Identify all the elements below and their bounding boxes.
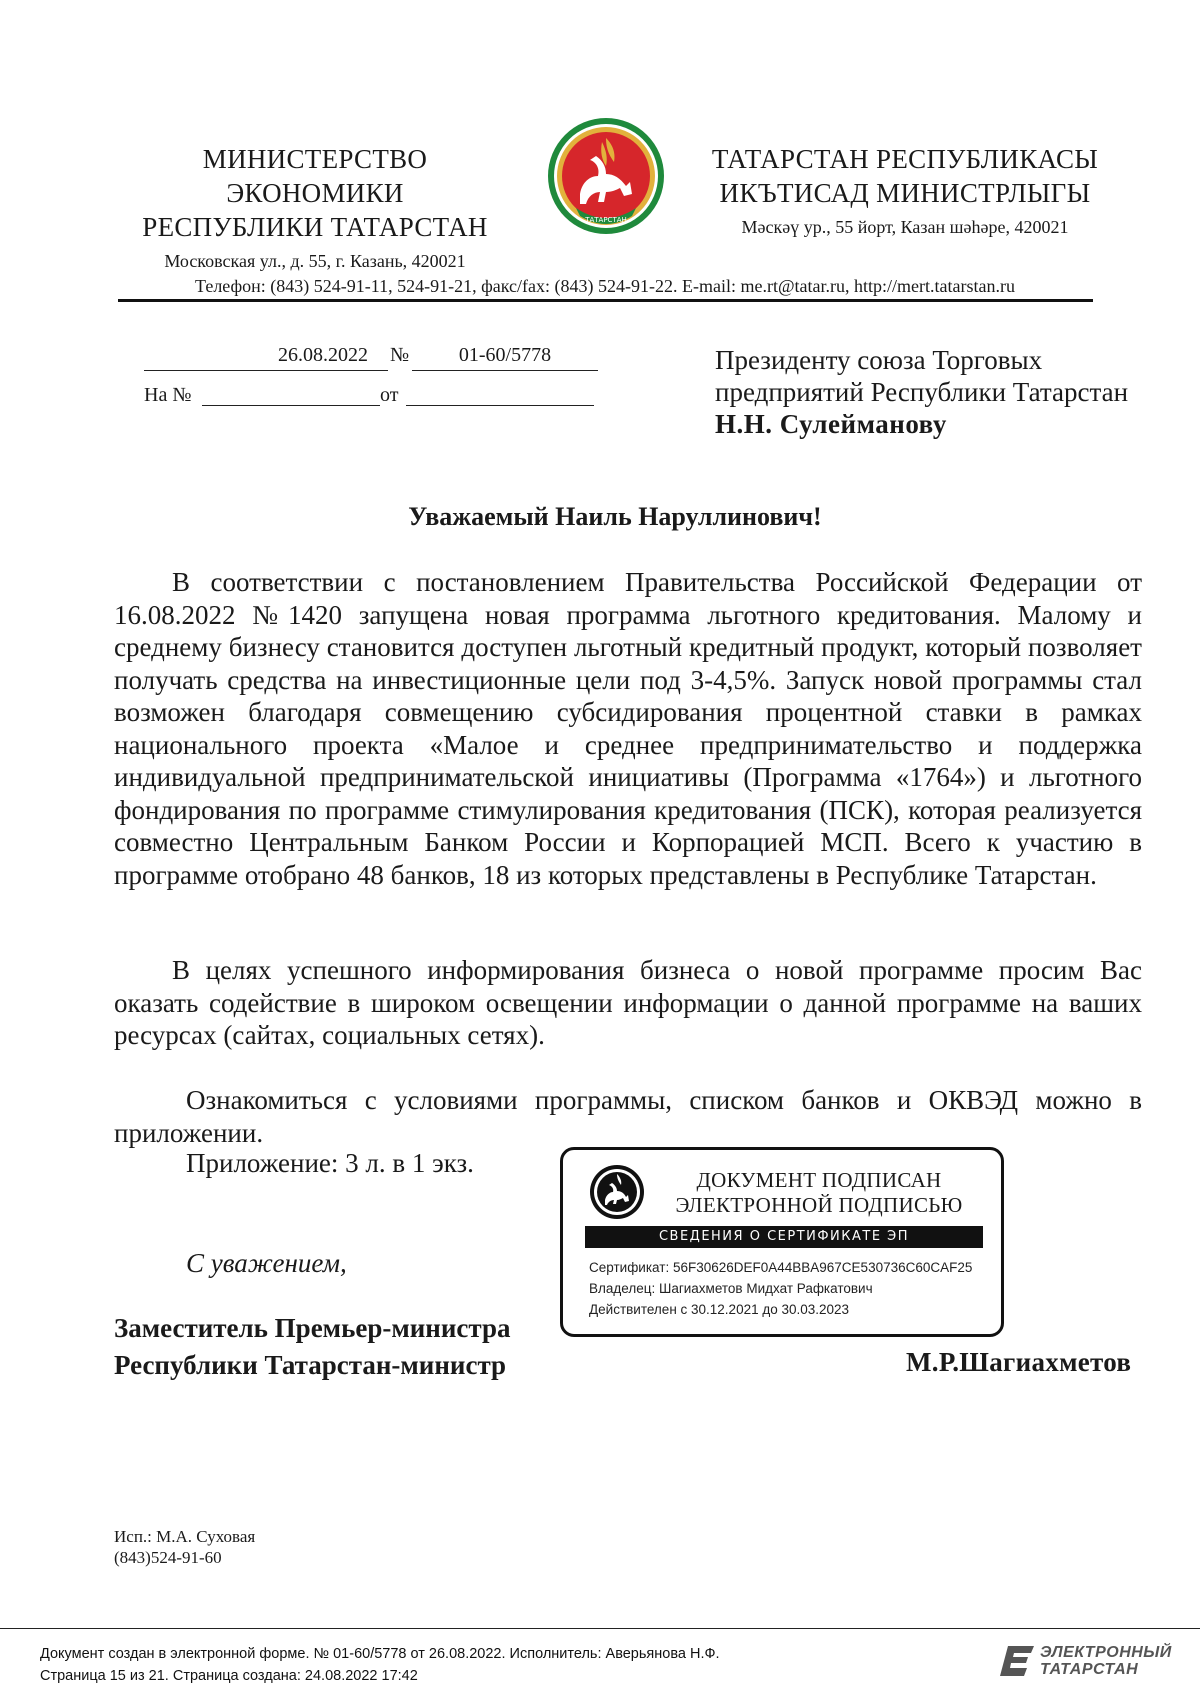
addressee-line2: предприятий Республики Татарстан xyxy=(715,377,1129,407)
emblem-caption: ТАТАРСТАН xyxy=(585,216,627,224)
addressee-line1: Президенту союза Торговых xyxy=(715,345,1043,375)
tatarstan-emblem-icon xyxy=(546,116,666,236)
stamp-title-line1: ДОКУМЕНТ ПОДПИСАН xyxy=(696,1168,942,1192)
electronic-tatarstan-logo xyxy=(1000,1644,1170,1680)
executor-name: Исп.: М.А. Суховая xyxy=(114,1527,256,1546)
certificate-owner: Владелец: Шагиахметов Мидхат Рафкатович xyxy=(589,1281,873,1296)
registration-date-field xyxy=(144,344,388,371)
certificate-serial: Сертификат: 56F30626DEF0A44BBA967CE530736C60CAF25 xyxy=(589,1260,973,1275)
signatory-title-line1: Заместитель Премьер-министра xyxy=(114,1313,511,1343)
footer-line2: Страница 15 из 21. Страница создана: 24.08.2022 17:42 xyxy=(40,1668,418,1684)
salutation: Уважаемый Наиль Наруллинович! xyxy=(408,502,822,531)
address-ru: Московская ул., д. 55, г. Казань, 420021 xyxy=(164,251,466,271)
footer-line1: Документ создан в электронной форме. № 01-60/5778 от 26.08.2022. Исполнитель: Аверьянова Н.Ф. xyxy=(40,1646,720,1662)
ministry-name-tt: ИКЪТИСАД МИНИСТРЛЫГЫ xyxy=(719,178,1091,208)
registration-date: 26.08.2022 xyxy=(278,344,368,366)
republic-name-ru: РЕСПУБЛИКИ ТАТАРСТАН xyxy=(142,212,488,242)
stamp-title xyxy=(659,1168,979,1218)
addressee-name: Н.Н. Сулейманову xyxy=(715,409,947,439)
address-tt: Мәскәү ур., 55 йорт, Казан шәһәре, 420021 xyxy=(741,217,1069,237)
ministry-name-ru: МИНИСТЕРСТВО ЭКОНОМИКИ xyxy=(202,144,428,208)
paragraph-1: В соответствии с постановлением Правительства Российской Федерации от 16.08.2022 №1420 запущена новая программа льготного кредитования. Малому и среднему бизнесу становится доступен льготный кредитный продукт, который позволяет получать средства на инвестиционные цели под 3-4,5%. Запуск новой программы стал возможен благодаря совмещению субсидирования процентной ставки в рамках национального проекта «Малое и среднее предпринимательство и поддержка индивидуальной предпринимательской инициативы (Программа «1764») и льготного фондирования по программе стимулирования кредитования (ПСК), которая реализуется совместно Центральным Банком России и Корпорацией МСП. Всего к участию в программе отобрано 48 банков, 18 из которых представлены в Республике Татарстан. xyxy=(114,567,1142,890)
header-ru xyxy=(115,142,515,276)
et-logo-icon xyxy=(1000,1644,1036,1678)
executor-block xyxy=(114,1526,255,1568)
reference-number-line xyxy=(202,405,380,406)
signatory-title xyxy=(114,1310,511,1384)
footer-info xyxy=(40,1643,720,1687)
from-label: от xyxy=(380,384,399,406)
et-logo-text xyxy=(1040,1644,1172,1678)
reference-date-line xyxy=(406,405,594,406)
paragraph-2: В целях успешного информирования бизнеса о новой программе просим Вас оказать содействие в широком освещении информации о данной программе на ваших ресурсах (сайтах, социальных сетях). xyxy=(114,955,1142,1050)
certificate-info-bar: СВЕДЕНИЯ О СЕРТИФИКАТЕ ЭП xyxy=(585,1226,983,1248)
stamp-title-line2: ЭЛЕКТРОННОЙ ПОДПИСЬЮ xyxy=(675,1193,963,1217)
certificate-validity: Действителен с 30.12.2021 до 30.03.2023 xyxy=(589,1302,850,1317)
regards: С уважением, xyxy=(186,1248,347,1278)
signatory-title-line2: Республики Татарстан-министр xyxy=(114,1350,507,1380)
et-logo-line1: ЭЛЕКТРОННЫЙ xyxy=(1040,1644,1172,1661)
number-label: № xyxy=(390,344,410,366)
contacts-line: Телефон: (843) 524-91-11, 524-91-21, факс/fax: (843) 524-91-22. E-mail: me.rt@tatar.ru, http://mert.tatarstan.ru xyxy=(195,276,1015,296)
paragraph-3: Ознакомиться с условиями программы, списком банков и ОКВЭД можно в приложении. xyxy=(114,1085,1142,1148)
reference-label: На № xyxy=(144,384,192,406)
et-logo-line2: ТАТАРСТАН xyxy=(1040,1661,1139,1678)
footer-divider xyxy=(0,1628,1200,1629)
signatory-name: М.Р.Шагиахметов xyxy=(906,1347,1132,1377)
addressee-block xyxy=(715,344,1155,440)
republic-name-tt: ТАТАРСТАН РЕСПУБЛИКАСЫ xyxy=(711,144,1099,174)
header-divider xyxy=(118,299,1093,302)
stamp-emblem-icon xyxy=(589,1164,645,1220)
executor-phone: (843)524-91-60 xyxy=(114,1548,222,1567)
e-signature-stamp xyxy=(560,1147,1004,1337)
header-tt xyxy=(705,142,1105,242)
registration-number: 01-60/5778 xyxy=(412,344,598,371)
appendix-note: Приложение: 3 л. в 1 экз. xyxy=(186,1148,474,1178)
